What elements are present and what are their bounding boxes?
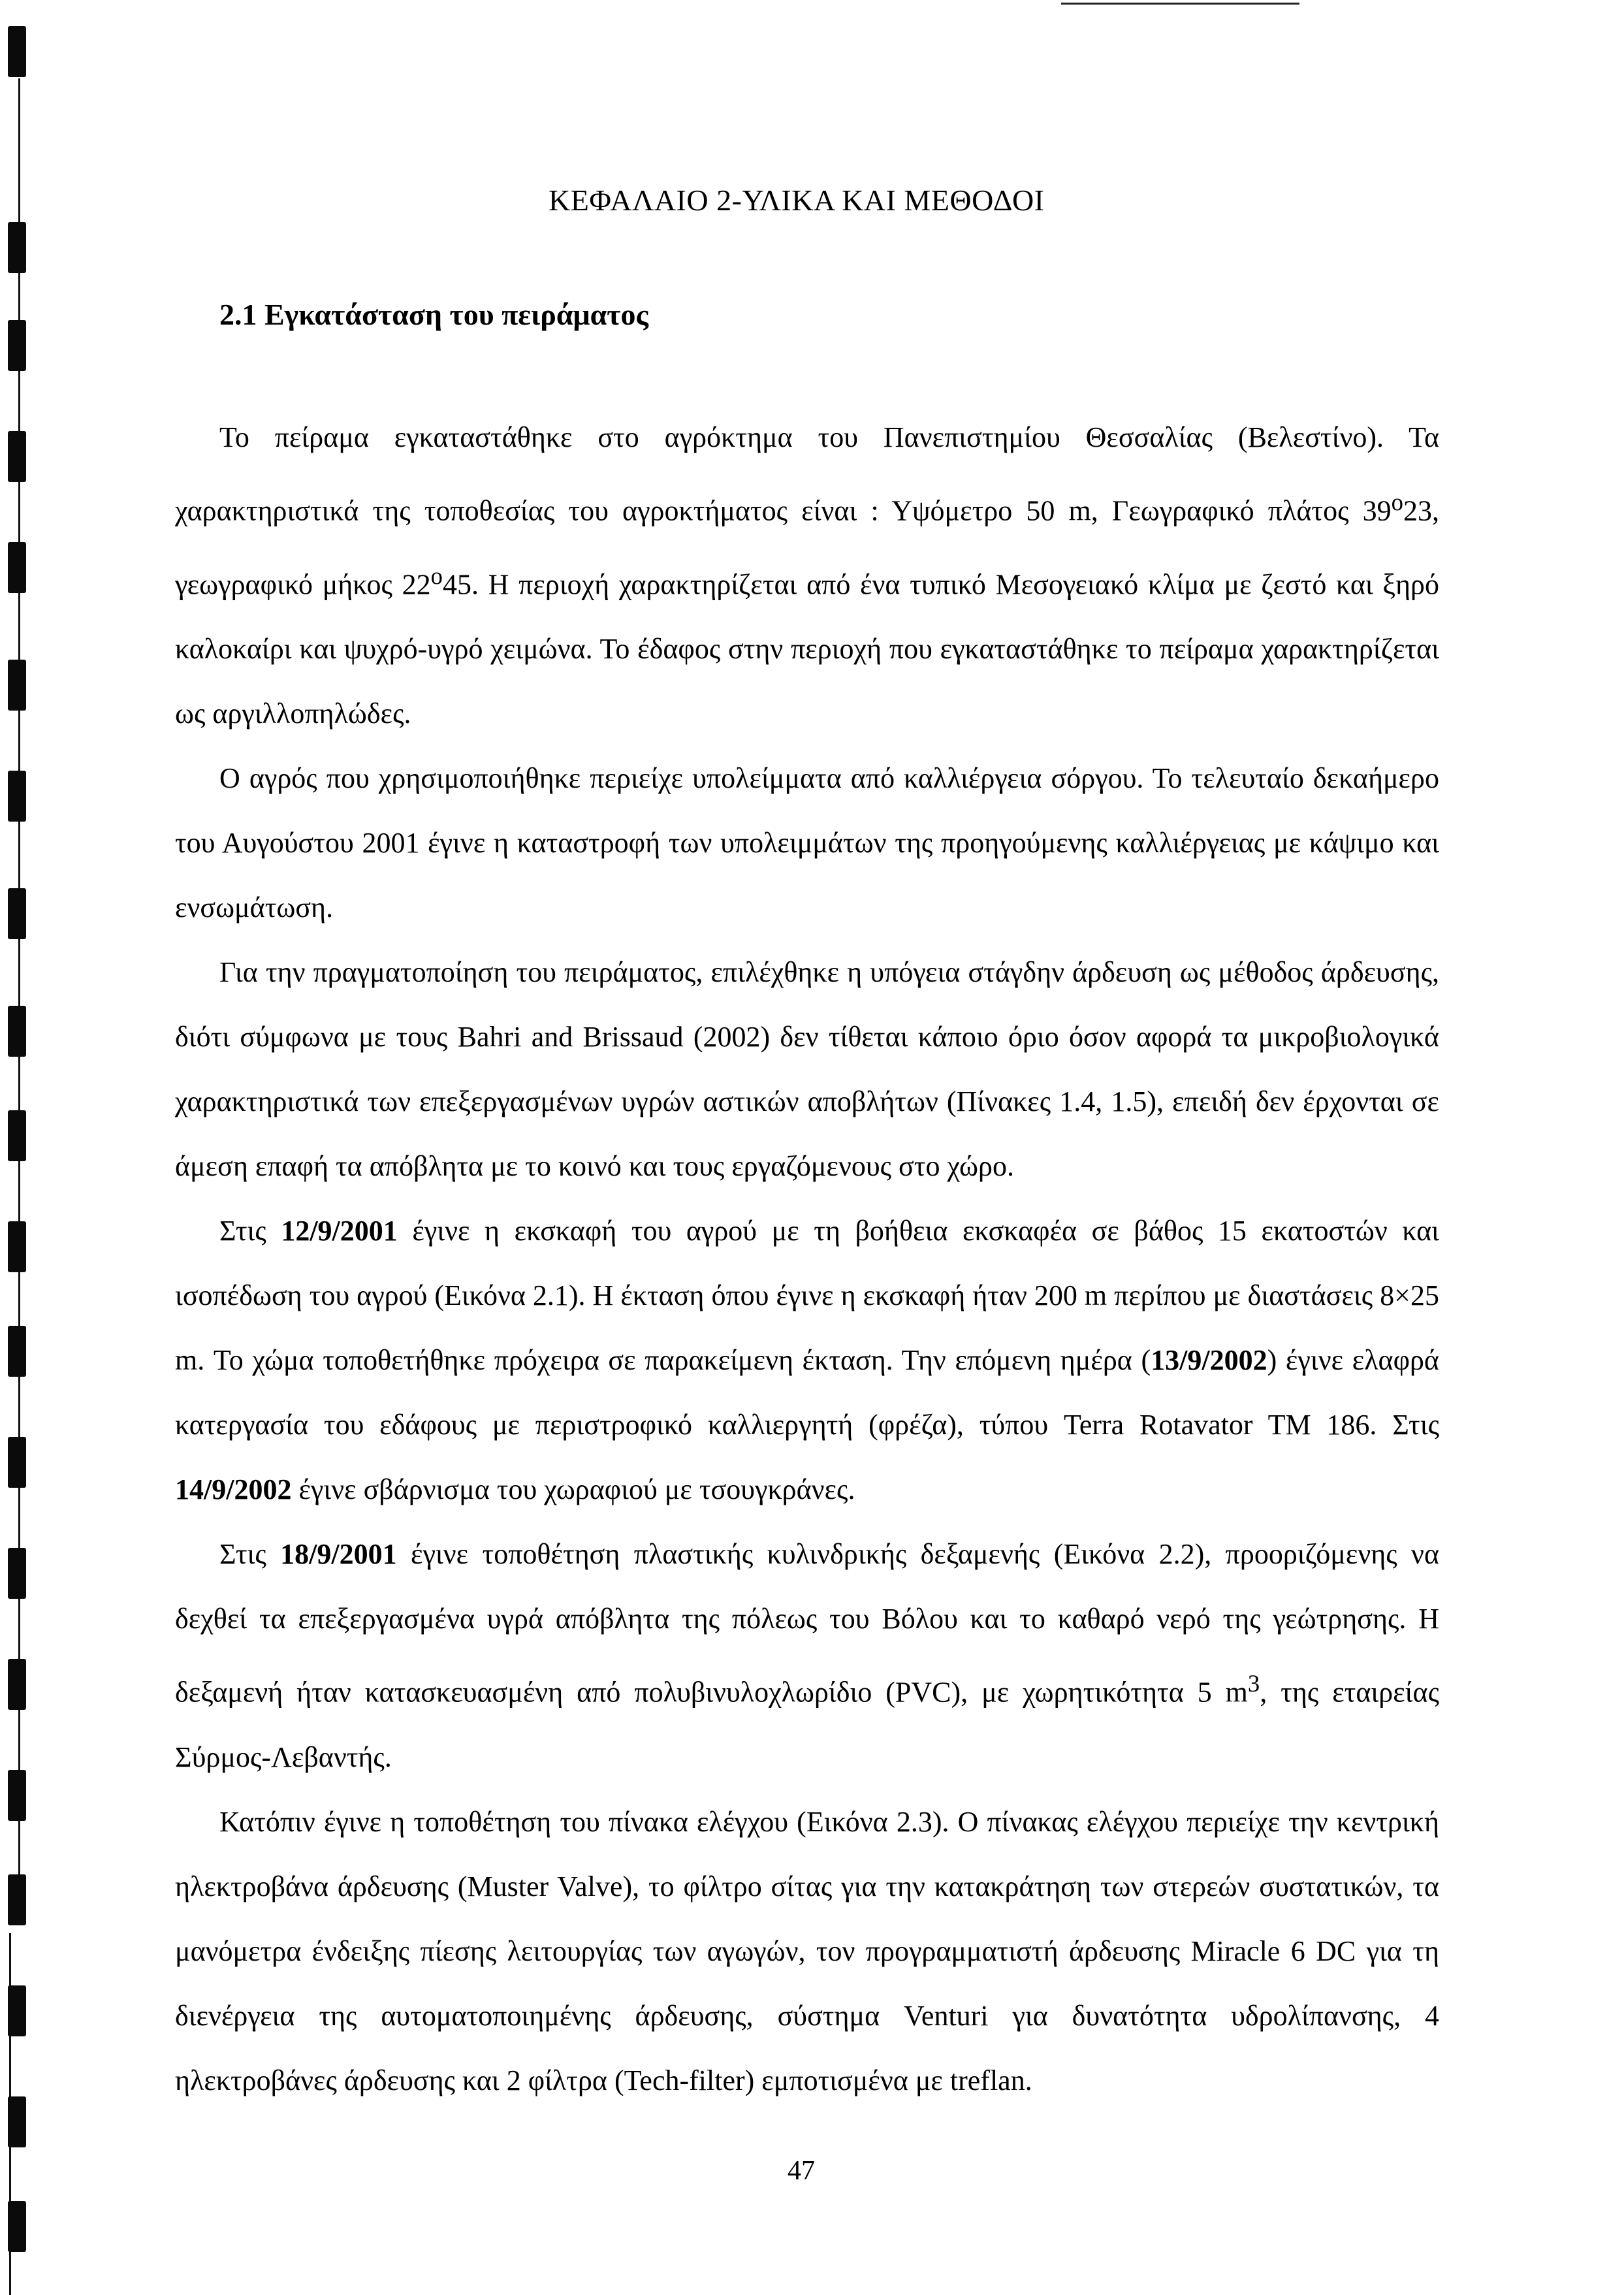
page-number: 47 (788, 2156, 815, 2186)
binding-mark (8, 1326, 26, 1377)
superscript: ο (1391, 489, 1403, 515)
text-run: Στις (219, 1538, 281, 1571)
text-run: Ο αγρός που χρησιμοποιήθηκε περιείχε υπολείμματα από καλλιέργεια σόργου. Το τελευταίο δεκαήμερο του Αυγούστου 2001 έγινε η καταστροφή των υπολειμμάτων της προηγούμενης καλλιέργειας με κάψιμο και ενσωμάτωση. (175, 762, 1439, 924)
binding-mark (8, 1874, 26, 1925)
body-text (175, 405, 1439, 2113)
binding-mark (8, 2201, 26, 2252)
binding-mark (8, 1221, 26, 1272)
text-run: Το πείραμα εγκαταστάθηκε στο αγρόκτημα του Πανεπιστημίου Θεσσαλίας (Βελεστίνο). Τα χαρακτηριστικά της τοποθεσίας του αγροκτήματος είναι : Υψόμετρο 50 m, Γεωγραφικό πλάτος 39 (175, 421, 1439, 527)
paragraph (175, 1789, 1439, 2113)
superscript: ο (430, 562, 443, 589)
paragraph (175, 940, 1439, 1198)
text-run: , της εταιρείας Σύρμος-Λεβαντής. (175, 1676, 1439, 1773)
binding-mark (8, 320, 26, 371)
binding-mark (8, 1659, 26, 1710)
bold-date: 13/9/2002 (1151, 1344, 1267, 1377)
text-run: Κατόπιν έγινε η τοποθέτηση του πίνακα ελέγχου (Εικόνα 2.3). Ο πίνακας ελέγχου περιείχε την κεντρική ηλεκτροβάνα άρδευσης (Muster Valve), το φίλτρο σίτας για την κατακράτηση των στερεών συστατικών, τα μανόμετρα ένδειξης πίεσης λειτουργίας των αγωγών, τον προγραμματιστή άρδευσης Miracle 6 DC για τη διενέργεια της αυτοματοποιημένης άρδευσης, σύστημα Venturi για δυνατότητα υδρολίπανσης, 4 ηλεκτροβάνες άρδευσης και 2 φίλτρα (Tech-filter) εμποτισμένα με treflan. (175, 1805, 1439, 2096)
paragraph (175, 1522, 1439, 1789)
binding-mark (8, 1548, 26, 1599)
binding-mark (8, 222, 26, 273)
text-run: Στις (219, 1215, 281, 1247)
text-run: 23, γεωγραφικό μήκος 22 (175, 494, 1439, 601)
paragraph (175, 405, 1439, 746)
bold-date: 18/9/2001 (280, 1538, 397, 1571)
chapter-title: ΚΕΦΑΛΑΙΟ 2-ΥΛΙΚΑ ΚΑΙ ΜΕΘΟΔΟΙ (549, 184, 1045, 217)
binding-mark (8, 1770, 26, 1821)
binding-mark (8, 771, 26, 822)
section-title: 2.1 Εγκατάσταση του πειράματος (219, 298, 648, 331)
binding-mark (8, 1110, 26, 1161)
binding-mark (8, 1437, 26, 1488)
text-run: έγινε η εκσκαφή του αγρού με τη βοήθεια εκσκαφέα σε βάθος 15 εκατοστών και ισοπέδωση του αγρού (Εικόνα 2.1). Η έκταση όπου έγινε η εκσκαφή ήταν 200 m περίπου με διαστάσεις 8×25 m. Το χώμα τοποθετήθηκε πρόχειρα σε παρακείμενη έκταση. Την επόμενη ημέρα ( (175, 1215, 1439, 1377)
paragraph (175, 746, 1439, 940)
paragraph (175, 1198, 1439, 1522)
binding-mark (8, 888, 26, 939)
binding-mark (8, 1006, 26, 1057)
text-run: έγινε τοποθέτηση πλαστικής κυλινδρικής δεξαμενής (Εικόνα 2.2), προοριζόμενης να δεχθεί τα επεξεργασμένα υγρά απόβλητα της πόλεως του Βόλου και το καθαρό νερό της γεώτρησης. Η δεξαμενή ήταν κατασκευασμένη από πολυβινυλοχλωρίδιο (PVC), με χωρητικότητα 5 m (175, 1538, 1439, 1709)
bold-date: 14/9/2002 (175, 1473, 292, 1506)
text-run: Για την πραγματοποίηση του πειράματος, επιλέχθηκε η υπόγεια στάγδην άρδευση ως μέθοδος άρδευσης, διότι σύμφωνα με τους Bahri and Brissaud (2002) δεν τίθεται κάποιο όριο όσον αφορά τα μικροβιολογικά χαρακτηριστικά των επεξεργασμένων υγρών αστικών αποβλήτων (Πίνακες 1.4, 1.5), επειδή δεν έρχονται σε άμεση επαφή τα απόβλητα με το κοινό και τους εργαζόμενους στο χώρο. (175, 956, 1439, 1183)
binding-mark (8, 2096, 26, 2147)
text-run: έγινε σβάρνισμα του χωραφιού με τσουγκράνες. (291, 1473, 855, 1506)
binding-marks (0, 0, 52, 2295)
top-rule (1061, 3, 1299, 5)
binding-mark (8, 431, 26, 482)
binding-mark (8, 542, 26, 593)
binding-mark (8, 660, 26, 711)
binding-mark (8, 1985, 26, 2036)
text-run: ) έγινε ελαφρά κατεργασία του εδάφους με περιστροφικό καλλιεργητή (φρέζα), τύπου Terra Rotavator TM 186. Στις (175, 1344, 1439, 1441)
superscript: 3 (1247, 1670, 1260, 1697)
bold-date: 12/9/2001 (281, 1215, 398, 1247)
text-run: 45. Η περιοχή χαρακτηρίζεται από ένα τυπικό Μεσογειακό κλίμα με ζεστό και ξηρό καλοκαίρι και ψυχρό-υγρό χειμώνα. Το έδαφος στην περιοχή που εγκαταστάθηκε το πείραμα χαρακτηρίζεται ως αργιλλοπηλώδες. (175, 568, 1440, 730)
binding-mark (8, 26, 26, 77)
